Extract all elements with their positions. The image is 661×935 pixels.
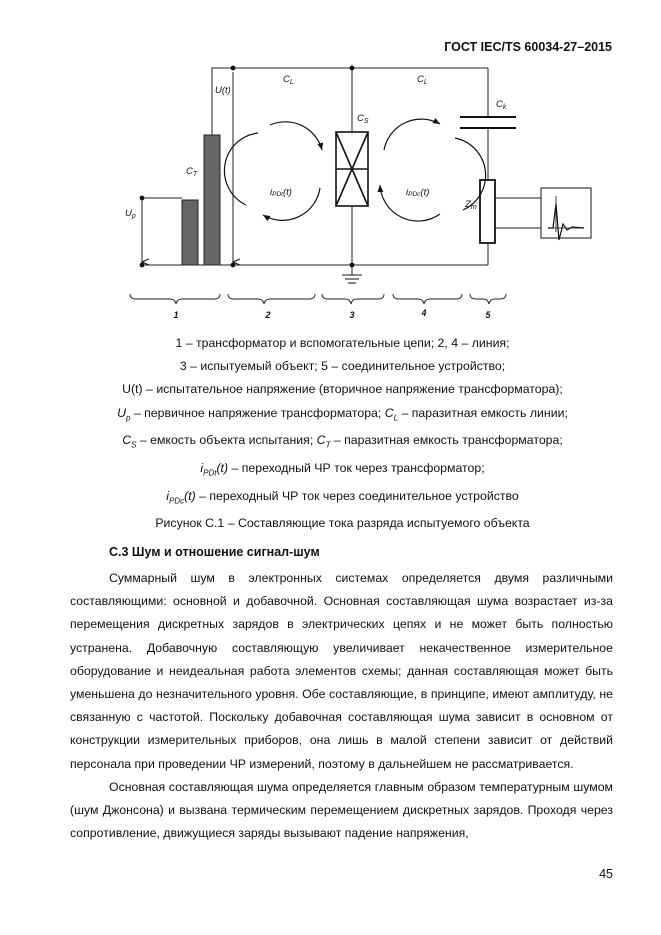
section-braces bbox=[130, 294, 506, 304]
paragraph: Суммарный шум в электронных системах определяется двумя различными составляющими: основной и добавочной. Основная составляющая шума возрастает из-за перемещения дискретных зарядов в электрических цепях и не может быть полностью устранена. Добавочную составляющую увеличивает некачественное измерительное оборудование и неидеальная работа элементов схемы; данная составляющая может быть уменьшена до незначительного уровня. Обе составляющие, в принципе, имеют амплитуду, не связанную с частотой. Поскольку добавочная составляющая шума зависит в основном от конструкции измерительных приборов, она лишь в малой степени зависит от действий персонала при проведении ЧР измерений, поэтому в дальнейшем не рассматривается. bbox=[70, 571, 613, 771]
document-code-header: ГОСТ IEC/TS 60034-27–2015 bbox=[444, 40, 612, 54]
transformer-primary bbox=[182, 200, 198, 265]
transformer-secondary bbox=[204, 135, 220, 265]
test-object-cs bbox=[336, 132, 368, 206]
label-cl-left: $C_L$ bbox=[283, 74, 294, 86]
label-ipdc: iPDc(t) bbox=[406, 187, 430, 198]
coupling-capacitor-ck bbox=[460, 117, 516, 128]
label-ck: $C_k$ bbox=[496, 99, 507, 111]
current-loop-left bbox=[224, 122, 322, 221]
label-zm: $Z_m$ bbox=[465, 199, 477, 211]
figure-legend bbox=[70, 332, 615, 535]
legend-line: 3 – испытуемый объект; 5 – соединительное устройство; bbox=[179, 359, 506, 374]
label-ut: U(t) bbox=[215, 85, 231, 96]
legend-line: U(t) – испытательное напряжение (вторичное напряжение трансформатора); bbox=[122, 382, 563, 397]
brace-number-5: 5 bbox=[485, 310, 491, 320]
page-number: 45 bbox=[599, 867, 613, 881]
label-cl-right: $C_L$ bbox=[417, 74, 428, 86]
legend-line: 1 – трансформатор и вспомогательные цепи; 2, 4 – линия; bbox=[175, 336, 510, 350]
legend-line: $i_{PDc}(t)$ – переходный ЧР ток через соединительное устройство bbox=[166, 488, 519, 506]
figure-caption: Рисунок С.1 – Составляющие тока разряда испытуемого объекта bbox=[155, 516, 530, 531]
label-up: $U_p$ bbox=[125, 208, 136, 220]
paragraph: Основная составляющая шума определяется главным образом температурным шумом (шум Джонсона) и вызвана термическим перемещением дискретных зарядов. Проходя через сопротивление, движущиеся заряды вызывают падение напряжения, bbox=[70, 779, 613, 841]
label-cs: $C_S$ bbox=[357, 113, 369, 125]
brace-number-3: 3 bbox=[349, 310, 355, 320]
legend-line: $i_{PDt}(t)$ – переходный ЧР ток через трансформатор; bbox=[200, 460, 485, 478]
brace-number-1: 1 bbox=[173, 310, 179, 320]
section-title: С.3 Шум и отношение сигнал-шум bbox=[109, 545, 320, 559]
ground-symbol bbox=[342, 275, 362, 283]
label-ipdt: iPDt(t) bbox=[270, 187, 292, 198]
label-ct: $C_T$ bbox=[186, 166, 198, 178]
junction-dots bbox=[140, 66, 355, 268]
legend-line: $U_p$ – первичное напряжение трансформатора; $C_L$ – паразитная емкость линии; bbox=[117, 405, 568, 423]
legend-line: $C_S$ – емкость объекта испытания; $C_T$ – паразитная емкость трансформатора; bbox=[122, 433, 563, 450]
body-text bbox=[70, 567, 613, 845]
measuring-instrument bbox=[541, 188, 591, 240]
brace-number-2: 2 bbox=[265, 310, 271, 320]
brace-number-4: 4 bbox=[421, 308, 427, 318]
circuit-diagram bbox=[0, 0, 661, 330]
